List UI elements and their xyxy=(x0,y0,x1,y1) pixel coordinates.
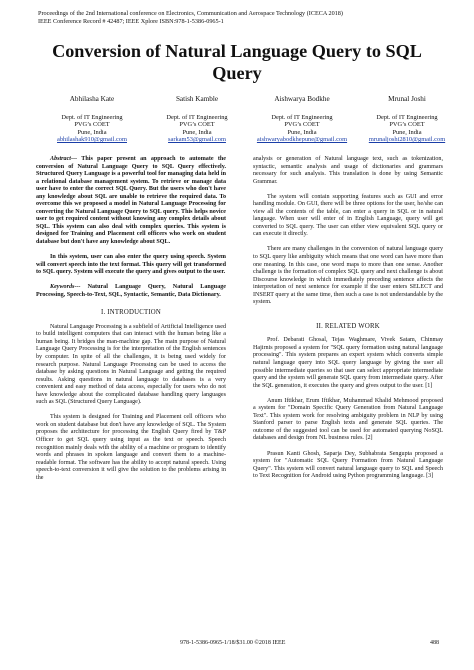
related-paragraph-3: Prasun Kanti Ghosh, Saparja Dey, Subhabrata Sengupta proposed a system for "Automatic SQL Query Formation from Natural Language Query". This system will convert natural language query to SQL and Speech to Text Recognition for Android using Python programming language. [3] xyxy=(253,450,443,480)
body-paragraph-1: analysis or generation of Natural language text, such as tokenization, syntactic, semantic analysis and usage of dictionaries and grammars necessary for such analysis. This translation is done by using Semantic Grammar. xyxy=(253,156,443,185)
intro-paragraph-1: Natural Language Processing is a subfield of Artificial Intelligence used to build intelligent computers that can interact with the human being like a human being. It bridges the man-machine gap. The main purpose of Natural Language Query Processing is for the interpretation of the English sentences by computer. In spite of all the challenges, it is being used widely for research purpose. Natural Language Processing can be used to access the database by asking questions in Natural Language and getting the required results. Asking questions in natural language to databases is a very convenient and easy method of data access, especially for users who do not have knowledge about the complicated database handling query languages such as SQL (Structured Query Language). xyxy=(36,323,226,406)
paper-title: Conversion of Natural Language Query to SQL Query xyxy=(52,41,422,83)
page-number: 488 xyxy=(430,640,439,646)
author-city: Pune, India xyxy=(287,128,317,136)
abstract-text: --- This paper present an approach to automate the conversion of Natural Language Query to SQL Query effectively. Structured Query Language is a powerful tool for managing data held in a relational database management system. To retrieve or manage data user have to enter the correct SQL Query. But the users who don't have any knowledge about SQL are unable to retrieve the required data. To overcome this we proposed a model in Natural Language Processing for converting the Natural Language Query to SQL query. This helps novice user to get required content without knowing any complex details about SQL. This system can also deal with complex queries. This system is designed for Training and Placement cell officers who work on student database but don't have any knowledge about SQL. xyxy=(36,156,226,246)
related-paragraph-2: Anum Iftikhar, Erum Iftikhar, Muhammad Khalid Mehmood proposed a system for "Domain Specific Query Generation from Natural Language Text". This system work for resolving ambiguity problem in NLP by using Stanford parser to parse English texts and generate SQL queries. The outcome of the suggested tool can be used for automated querying NoSQL databases and design from NL business rules. [2] xyxy=(253,397,443,442)
keywords xyxy=(36,284,226,299)
author-institution: PVG’s COET xyxy=(179,121,215,129)
author-dept: Dept. of IT Engineering xyxy=(61,113,123,121)
keywords-label: Keywords xyxy=(50,284,75,291)
conference-line-1: Proceedings of the 2nd International conference on Electronics, Communication and Aerospace Technology (ICECA 2018) xyxy=(38,10,343,17)
author-city: Pune, India xyxy=(392,128,422,136)
author-3 xyxy=(247,96,357,144)
body-paragraph-2: The system will contain supporting features such as GUI and error handling module. On GUI, there will be three options for the user, he/she can view all the contents of the table, can enter a query in SQL or in natural language. When user will enter of in English Language, query will get converted to SQL query. The user can either view equivalent SQL query or can execute it directly. xyxy=(253,193,443,238)
section-heading-introduction: I. INTRODUCTION xyxy=(100,309,161,317)
author-email-link[interactable]: abhilashak910@gmail.com xyxy=(57,136,127,144)
author-city: Pune, India xyxy=(77,128,107,136)
left-column xyxy=(36,156,226,490)
author-2 xyxy=(142,96,252,144)
conference-line-2: IEEE Conference Record # 42487; IEEE Xplore ISBN:978-1-5386-0965-1 xyxy=(38,17,224,25)
author-dept: Dept. of IT Engineering xyxy=(376,113,438,121)
author-institution: PVG’s COET xyxy=(284,121,320,129)
author-4 xyxy=(352,96,462,144)
author-name: Mrunal Joshi xyxy=(388,95,426,103)
conference-header xyxy=(38,10,343,25)
abstract-label: Abstract xyxy=(50,156,71,162)
keywords-text: --- Natural Language Query, Natural Language Processing, Speech-to-Text, SQL, Syntactic, Semantic, Data Dictionary. xyxy=(36,284,226,298)
author-email-link[interactable]: mrunaljoshi2810@gmail.com xyxy=(368,136,446,144)
intro-paragraph-2: This system is designed for Training and Placement cell officers who work on student database but don't have any knowledge of SQL. The System proposes the architecture for processing the English Query fired by T&P Officer to get SQL query using input as the text or speech. Speech recognition mainly deals with the ability of a machine or program to identify words and phrases in spoken language and convert them to a machine-readable format. The software has the ability to accept natural speech. Using speech-to-text conversion it will give the solution to the problems arising in the xyxy=(36,414,226,481)
abstract xyxy=(36,156,226,247)
author-name: Satish Kamble xyxy=(175,95,219,103)
footer-isbn: 978-1-5386-0965-1/18/$31.00 ©2018 IEEE xyxy=(180,640,286,646)
author-city: Pune, India xyxy=(182,128,212,136)
right-column xyxy=(253,156,443,488)
author-email-link[interactable]: sarkam53@gmail.com xyxy=(168,136,226,144)
author-name: Aishwarya Bodkhe xyxy=(274,95,330,103)
author-dept: Dept. of IT Engineering xyxy=(166,113,228,121)
author-dept: Dept. of IT Engineering xyxy=(271,113,333,121)
author-1 xyxy=(37,96,147,144)
author-institution: PVG’s COET xyxy=(389,121,425,129)
author-name: Abhilasha Kate xyxy=(69,95,115,103)
related-paragraph-1: Prof. Debarati Ghosal, Tejas Waghmare, Vivek Satam, Chinmay Hajirnis proposed a system for "SQL query formation using natural language processing". This system prepares an expert system which converts simple natural language query into SQL query language by giving the user all possible intermediate queries so that user can select appropriate intermediate query and the system will generate SQL query from intermediate query. After the SQL generation, it executes the query and gives output to the user. [1] xyxy=(253,337,443,389)
section-heading-related-work: II. RELATED WORK xyxy=(316,322,380,330)
author-email-link[interactable]: aishwaryabodkhepune@gmail.com xyxy=(256,136,348,144)
abstract-paragraph-2: In this system, user can also enter the query using speech. System will convert speech into the text format. This query will get transformed to SQL query. System will execute the query and gives output to the user. xyxy=(36,254,226,276)
author-institution: PVG’s COET xyxy=(74,121,110,129)
body-paragraph-3: There are many challenges in the conversion of natural language query to SQL query like ambiguity which means that one word can have more than one meaning. In this case, one word maps to more than one sense. Another challenge is the formation of complex SQL query and next challenge is about Discourse knowledge in which immediately preceding sentence affects the interpretation of next sentence for example if the user enters SELECT and INSERT query at the same time, then such a case is not understandable by the system. xyxy=(253,246,443,306)
